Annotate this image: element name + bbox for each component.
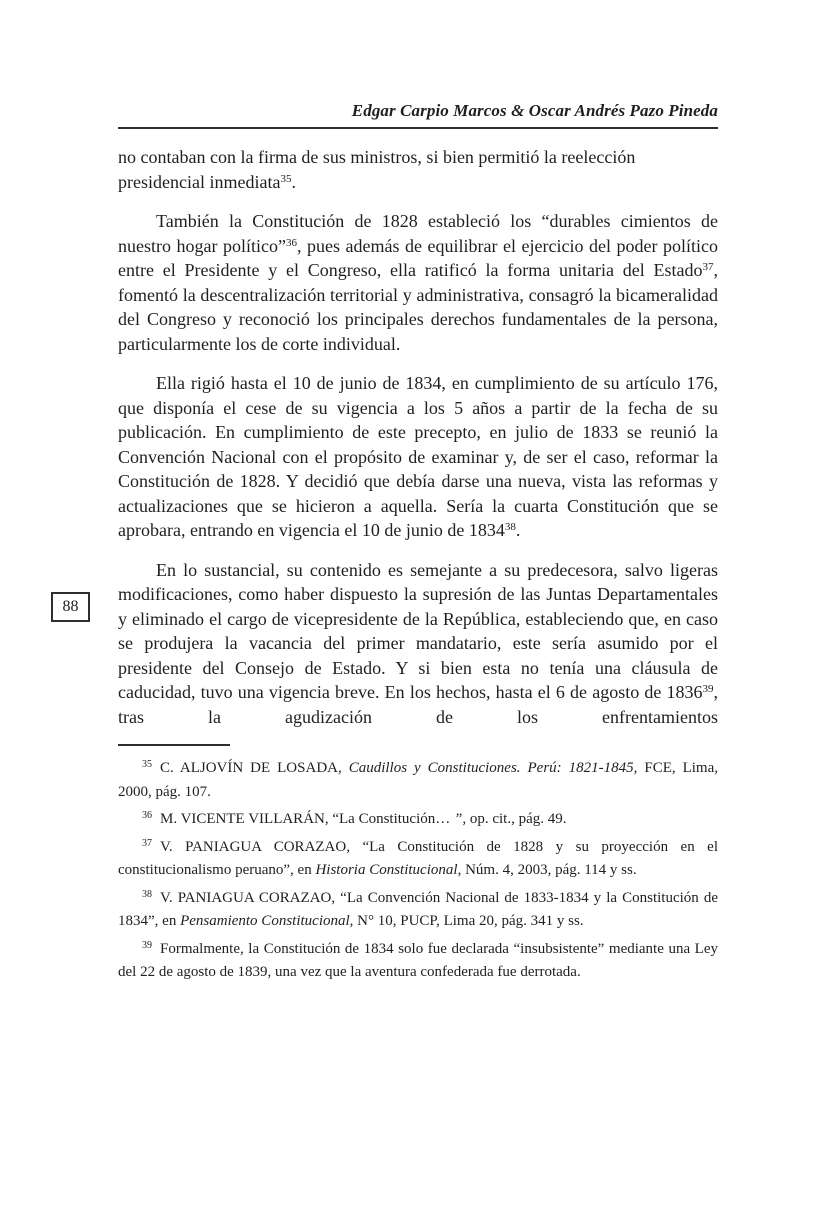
footnote-ref-38: 38 xyxy=(504,521,516,533)
text-segment: C. ALJOVÍN DE LOSADA, xyxy=(160,760,349,776)
footnote-number-38: 38 xyxy=(142,888,152,900)
body-paragraph-4 xyxy=(118,558,718,730)
italic-text-segment: ”, xyxy=(454,811,467,827)
text-segment: En lo sustancial, su contenido es semejante a su predecesora, salvo ligeras modificaciones, como haber dispuesto la supresión de las Juntas Departamentales y eliminado el cargo de vicepresidente de la República, estableciendo que, en caso se produjera la vacancia del primer mandatario, este sería asumido por el presidente del Consejo de Estado. Y si bien esta no tenía una cláusula de caducidad, tuvo una vigencia breve. En los hechos, hasta el 6 de agosto de 1836 xyxy=(118,559,718,702)
text-segment: . xyxy=(515,520,521,540)
text-segment: También la Constitución de 1828 estableció los “durables cimientos de nuestro hogar político” xyxy=(118,211,718,256)
text-segment: V. PANIAGUA CORAZAO, “La Convención Nacional de 1833-1834 y la Constitución de 1834”, en xyxy=(118,889,718,929)
page-content xyxy=(118,0,718,989)
text-segment: no contaban con la firma de sus ministros, si bien permitió la reelección presidencial inmediata xyxy=(118,147,636,192)
footnote-36 xyxy=(118,808,718,832)
footnote-ref-39: 39 xyxy=(702,683,714,695)
text-segment: , tras la agudización de los enfrentamientos xyxy=(118,682,718,727)
body-paragraph-3 xyxy=(118,371,718,543)
footnote-number-39: 39 xyxy=(142,939,152,951)
text-segment: op. cit., pág. 49. xyxy=(466,811,567,827)
text-segment: FCE, Lima, 2000, pág. 107. xyxy=(118,760,718,800)
footnote-separator-rule xyxy=(118,744,230,746)
footnote-39 xyxy=(118,938,718,985)
header-rule xyxy=(118,127,718,129)
text-segment: Formalmente, la Constitución de 1834 solo fue declarada “insubsistente” mediante una Ley del 22 de agosto de 1839, una vez que la aventura confederada fue derrotada. xyxy=(118,940,718,980)
footnote-number-35: 35 xyxy=(142,759,152,770)
body-paragraph-1 xyxy=(118,145,718,194)
footnote-number-36: 36 xyxy=(142,810,152,821)
text-segment: Ella rigió hasta el 10 de junio de 1834, en cumplimiento de su artículo 176, que disponía el cese de su vigencia a los 5 años a partir de la fecha de su publicación. En cumplimiento de este precepto, en julio de 1833 se reunió la Convención Nacional con el propósito de examinar y, de ser el caso, reformar la Constitución de 1828. Y decidió que debía darse una nueva, vista las reformas y actualizaciones que se hicieron a aquella. Sería la cuarta Constitución que se aprobara, entrando en vigencia el 10 de junio de 1834 xyxy=(118,373,718,540)
italic-text-segment: Pensamiento Constitucional xyxy=(180,913,350,929)
footnotes-section xyxy=(118,757,718,985)
footnote-ref-37: 37 xyxy=(702,261,714,273)
footnote-38 xyxy=(118,887,718,934)
text-segment: , N° 10, PUCP, Lima 20, pág. 341 y ss. xyxy=(349,913,584,929)
footnote-ref-35: 35 xyxy=(280,172,292,185)
text-segment: , fomentó la descentralización territorial y administrativa, consagró la bicameralidad del Congreso y reconoció los principales derechos fundamentales de la persona, particularmente los de corte individual. xyxy=(118,260,718,354)
italic-text-segment: Historia Constitucional xyxy=(315,862,458,878)
text-segment: , pues además de equilibrar el ejercicio del poder político entre el Presidente y el Congreso, ella ratificó la forma unitaria del Estado xyxy=(118,235,718,280)
italic-text-segment: Caudillos y Constituciones. Perú: 1821-1845, xyxy=(348,760,638,776)
text-segment: , Núm. 4, 2003, pág. 114 y ss. xyxy=(457,862,637,878)
body-paragraph-2 xyxy=(118,209,718,356)
running-header xyxy=(118,101,718,121)
text-segment: . xyxy=(291,171,296,192)
running-header-authors: Edgar Carpio Marcos & Oscar Andrés Pazo Pineda xyxy=(351,101,718,120)
page-number: 88 xyxy=(62,598,79,615)
text-segment: M. VICENTE VILLARÁN, “La Constitución… xyxy=(160,811,455,827)
body-text xyxy=(118,145,718,729)
footnote-ref-36: 36 xyxy=(286,236,297,249)
page-number-box xyxy=(51,592,90,622)
footnote-number-37: 37 xyxy=(142,837,152,849)
text-segment: V. PANIAGUA CORAZAO, “La Constitución de 1828 y su proyección en el constitucionalismo peruano”, en xyxy=(118,838,718,878)
footnote-35 xyxy=(118,757,718,804)
footnote-37 xyxy=(118,836,718,883)
